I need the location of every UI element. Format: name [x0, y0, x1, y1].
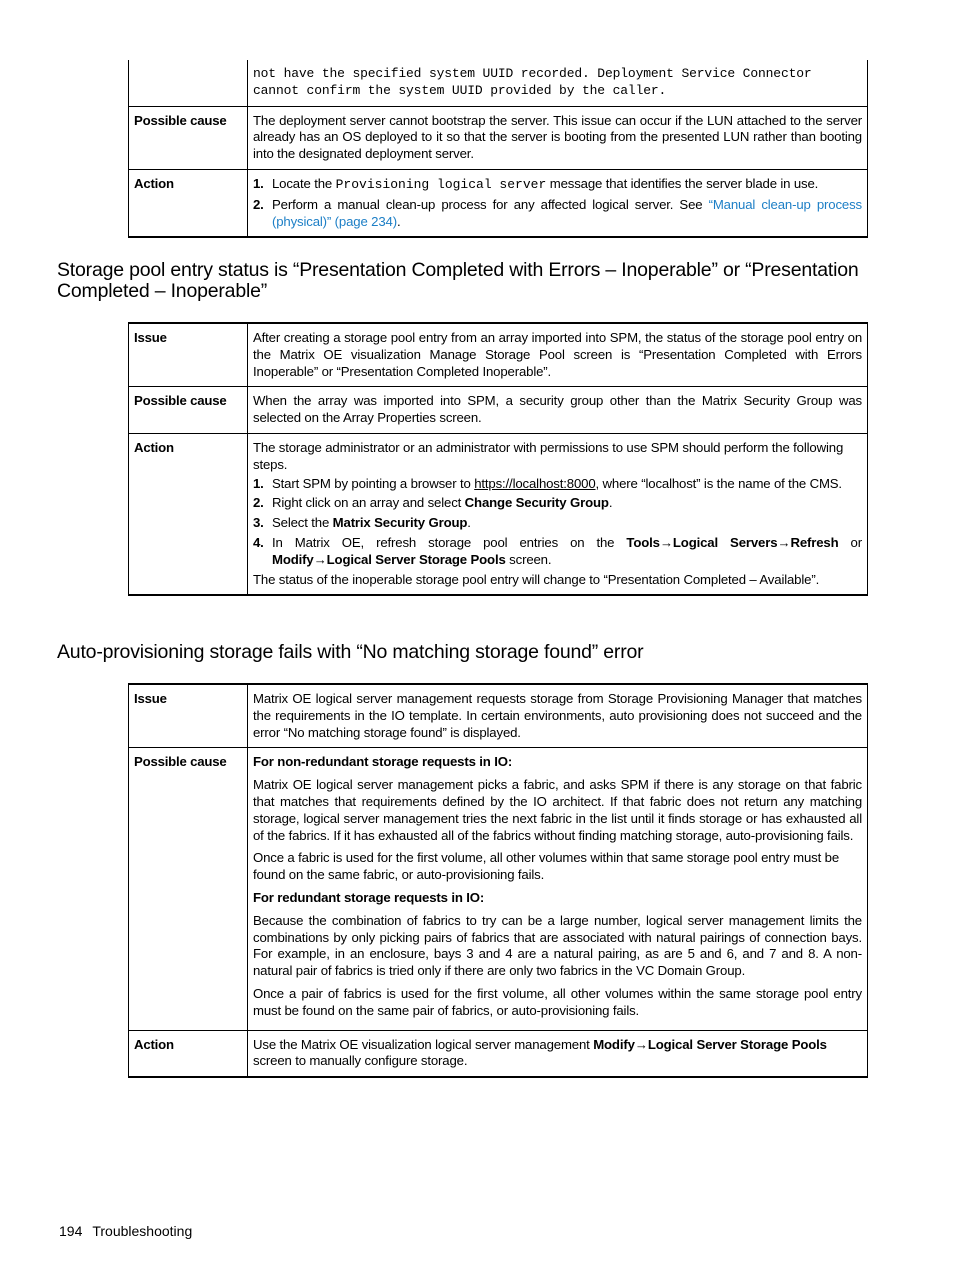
row-label: Issue — [129, 323, 248, 387]
ui-term: Tools — [626, 534, 660, 550]
row-label: Possible cause — [129, 106, 248, 169]
arrow-icon: → — [777, 534, 791, 550]
paragraph: Because the combination of fabrics to try can be a large number, logical server management limits the combinations by only picking pairs of fabrics that are associated with natural pairings of connection bays. For example, in an enclosure, bays 3 and 4 are a natural pairing, as are 5 and 6, and 7 and 8. A non-natural pair of fabrics is tried only if there are only two fabrics in the VC Domain Group. — [253, 912, 862, 979]
step-text: . — [608, 495, 613, 511]
ui-term: Modify — [593, 1036, 635, 1052]
row-text: Matrix OE logical server management requests storage from Storage Provisioning Manager that matches the requirements in the IO template. In certain environments, auto provisioning does not succeed and the error “No matching storage found” is displayed. — [248, 684, 868, 748]
ui-term: Refresh — [790, 534, 839, 550]
table-row — [129, 387, 868, 434]
table-row — [129, 323, 868, 387]
paragraph: Matrix OE logical server management picks a fabric, and asks SPM if there is any storage on that fabric that matches that requirements defined by the IO architect. If that fabric does not return any matching storage, logical server management tries the next fabric in the list until it finds storage or has exhausted all of the fabrics. If it has exhausted all of the fabrics without finding matching storage, auto-provisioning fails. — [253, 777, 862, 843]
row-label: Possible cause — [129, 387, 248, 434]
row-label: Action — [129, 433, 248, 595]
table-row — [129, 169, 868, 237]
table-row — [129, 1030, 868, 1077]
row-label: Action — [129, 169, 248, 237]
row-label: Action — [129, 1030, 248, 1077]
step-text: Start SPM by pointing a browser to — [272, 475, 475, 491]
step-number: 2. — [253, 196, 264, 212]
action-steps — [253, 476, 862, 569]
fragment-cell — [248, 60, 868, 106]
section-heading: Auto-provisioning storage fails with “No matching storage found” error — [57, 641, 644, 663]
list-item — [253, 535, 862, 569]
step-number: 1. — [253, 175, 264, 191]
row-text: After creating a storage pool entry from an array imported into SPM, the status of the storage pool entry on the Matrix OE visualization Manage Storage Pool screen is “Presentation Completed with Errors Inoperable” or “Presentation Completed Inoperable”. — [248, 323, 868, 387]
ui-term: Logical Server Storage Pools — [326, 551, 506, 567]
step-text: In Matrix OE, refresh storage pool entries on the — [272, 534, 627, 550]
arrow-icon: → — [659, 534, 673, 550]
list-item — [253, 476, 862, 493]
url-link[interactable]: https://localhost:8000 — [474, 475, 596, 491]
step-number: 3. — [253, 515, 264, 531]
step-text: screen. — [505, 551, 552, 567]
arrow-icon: → — [634, 1036, 648, 1052]
ui-term: Modify — [272, 551, 314, 567]
action-cell — [248, 1030, 868, 1077]
step-text: Right click on an array and select — [272, 495, 465, 511]
step-number: 4. — [253, 534, 264, 550]
row-label: Possible cause — [129, 748, 248, 1030]
action-intro: The storage administrator or an administrator with permissions to use SPM should perform the following steps. — [253, 439, 844, 472]
step-text: . — [396, 213, 401, 229]
step-text: . — [467, 515, 471, 531]
list-item — [253, 515, 862, 532]
step-number: 2. — [253, 495, 264, 511]
empty-label-cell — [129, 60, 248, 106]
step-text: message that identifies the server blade in use. — [546, 175, 819, 191]
subheading: For redundant storage requests in IO: — [253, 889, 485, 905]
action-outro: The status of the inoperable storage pool entry will change to “Presentation Completed – Available”. — [253, 571, 820, 587]
subheading: For non-redundant storage requests in IO: — [253, 754, 513, 770]
row-label: Issue — [129, 684, 248, 748]
paragraph: Once a fabric is used for the first volume, all other volumes within that same storage pool entry must be found on the same fabric, or auto-provisioning fails. — [253, 850, 840, 883]
fragment-line: cannot confirm the system UUID provided by the caller. — [253, 82, 667, 98]
step-text: Perform a manual clean-up process for any affected logical server. See — [272, 196, 709, 212]
cross-reference-link[interactable]: “Manual clean-up process (physical)” (page 234) — [272, 196, 862, 229]
step-number: 1. — [253, 475, 264, 491]
step-text: or — [838, 534, 862, 550]
action-text: screen to manually configure storage. — [253, 1053, 468, 1069]
table-row — [129, 433, 868, 595]
ui-term: Logical Servers — [672, 534, 778, 550]
footer-section: Troubleshooting — [92, 1223, 193, 1239]
row-text: The deployment server cannot bootstrap the server. This issue can occur if the LUN attached to the server already has an OS deployed to it so that the server is booting from the presented LUN rather than booting into the designated deployment server. — [248, 106, 868, 169]
paragraph: Once a pair of fabrics is used for the first volume, all other volumes within the same storage pool entry must be found on the same pair of fabrics, or auto-provisioning fails. — [253, 985, 862, 1018]
step-text: , where “localhost” is the name of the CMS. — [595, 475, 842, 491]
table-row — [129, 748, 868, 1030]
list-item — [253, 197, 862, 231]
section-heading: Storage pool entry status is “Presentation Completed with Errors – Inoperable” or “Presentation Completed – Inoperable” — [57, 259, 859, 302]
table-row — [129, 684, 868, 748]
page-number: 194 — [59, 1223, 83, 1239]
action-text: Use the Matrix OE visualization logical server management — [253, 1036, 594, 1052]
list-item — [253, 176, 862, 194]
step-text: Select the — [272, 515, 333, 531]
step-code: Provisioning logical server — [335, 176, 547, 192]
continued-table — [128, 60, 868, 238]
action-cell — [248, 433, 868, 595]
row-text: When the array was imported into SPM, a security group other than the Matrix Security Group was selected on the Array Properties screen. — [248, 387, 868, 434]
ui-term: Logical Server Storage Pools — [647, 1036, 827, 1052]
cause-cell — [248, 748, 868, 1030]
step-text: Locate the — [272, 175, 336, 191]
action-cell — [248, 169, 868, 237]
issue-table — [128, 683, 868, 1078]
list-item — [253, 495, 862, 512]
table-row — [129, 60, 868, 106]
ui-term: Matrix Security Group — [332, 515, 468, 531]
arrow-icon: → — [313, 551, 327, 567]
ui-term: Change Security Group — [464, 495, 609, 511]
page-footer — [59, 1223, 202, 1239]
table-row — [129, 106, 868, 169]
action-steps — [253, 176, 862, 230]
fragment-line: not have the specified system UUID recorded. Deployment Service Connector — [253, 66, 812, 81]
issue-table — [128, 322, 868, 596]
